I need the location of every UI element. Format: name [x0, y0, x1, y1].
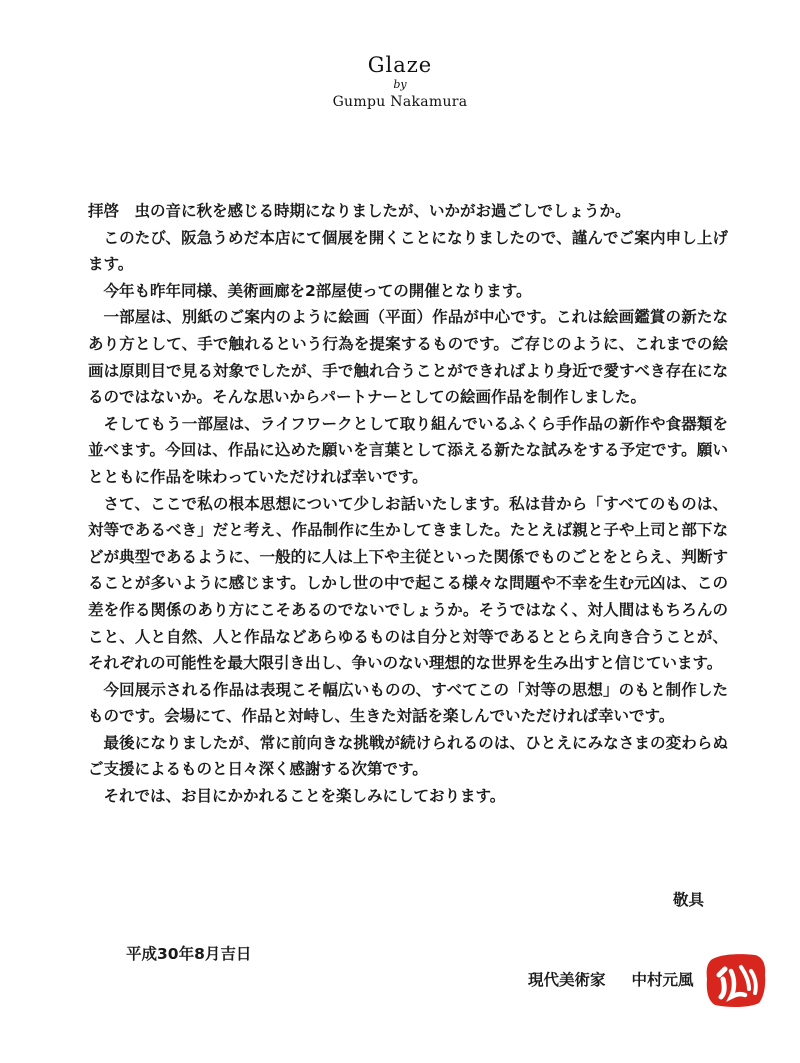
sender-title: 現代美術家	[528, 971, 606, 989]
letter-date: 平成30年8月吉日	[126, 945, 252, 963]
letterhead	[0, 52, 800, 112]
brand-artist: Gumpu Nakamura	[332, 94, 468, 110]
paragraph-farewell: それでは、お目にかかれることを楽しみにしております。	[103, 787, 506, 806]
closing-phrase: 敬具	[672, 891, 704, 909]
paragraph-venue: 今年も昨年同様、美術画廊を2部屋使っての開催となります。	[103, 281, 532, 300]
brand-title: Glaze	[367, 53, 433, 77]
signature	[528, 968, 694, 990]
paragraph-announcement: このたび、阪急うめだ本店にて個展を開くことになりましたので、謹んでご案内申し上げます。	[88, 228, 728, 274]
paragraph-room-two: そしてもう一部屋は、ライフワークとして取り組んでいるふくら手作品の新作や食器類を並べます。今回は、作品に込めた願いを言葉として添える新たな試みをする予定です。願いとともに作品を味わっていただければ幸いです。	[88, 414, 728, 486]
letter-body	[88, 198, 728, 810]
paragraph-philosophy: さて、ここで私の根本思想について少しお話いたします。私は昔から「すべてのものは、対等であるべき」だと考え、作品制作に生かしてきました。たとえば親と子や上司と部下などが典型であるように、一般的に人は上下や主従といった関係でものごとをとらえ、判断することが多いように感じます。しかし世の中で起こる様々な問題や不幸を生む元凶は、この差を作る関係のあり方にこそあるのでないでしょうか。そうではなく、対人間はもちろんのこと、人と自然、人と作品などあらゆるものは自分と対等であるととらえ向き合うことが、それぞれの可能性を最大限引き出し、争いのない理想的な世界を生み出すと信じています。	[88, 494, 728, 673]
sender-name: 中村元風	[631, 971, 694, 989]
paragraph-room-one: 一部屋は、別紙のご案内のように絵画（平面）作品が中心です。これは絵画鑑賞の新たなあり方として、手で触れるという行為を提案するものです。ご存じのように、これまでの絵画は原則目で見る対象でしたが、手で触れ合うことができればより身近で愛すべき存在になるのではないか。そんな思いからパートナーとしての絵画作品を制作しました。	[88, 308, 728, 407]
red-hanko-seal-icon	[705, 951, 767, 1009]
paragraph-greeting: 拝啓 虫の音に秋を感じる時期になりましたが、いかがお過ごしでしょうか。	[88, 202, 631, 220]
paragraph-exhibition: 今回展示される作品は表現こそ幅広いものの、すべてこの「対等の思想」のもと制作したものです。会場にて、作品と対峙し、生きた対話を楽しんでいただければ幸いです。	[88, 680, 728, 726]
paragraph-thanks: 最後になりましたが、常に前向きな挑戦が続けられるのは、ひとえにみなさまの変わらぬご支援によるものと日々深く感謝する次第です。	[88, 733, 728, 779]
brand-by: by	[393, 78, 407, 91]
